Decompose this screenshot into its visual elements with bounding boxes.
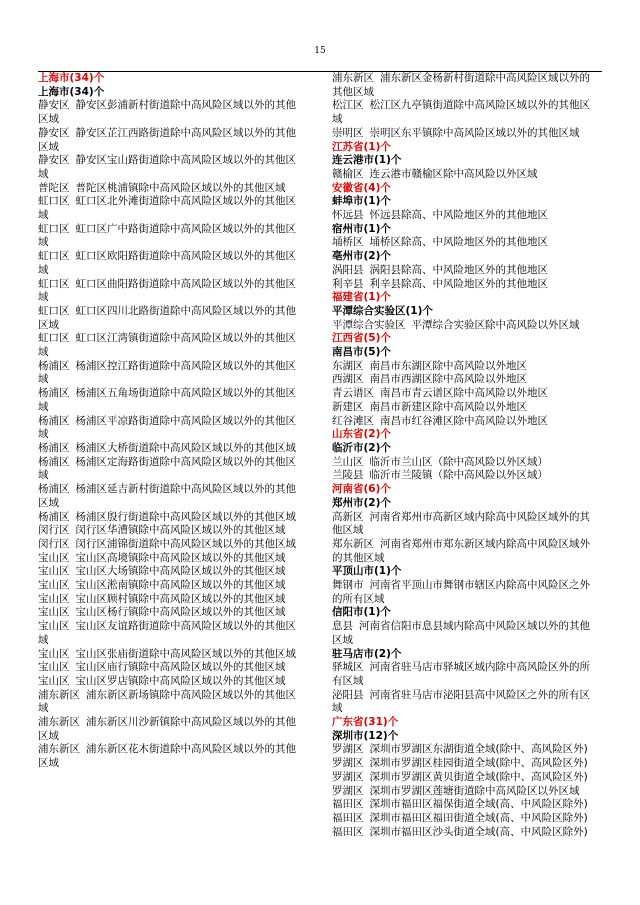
area-entry bbox=[332, 401, 600, 415]
district-name: 泌阳县 bbox=[332, 688, 364, 701]
area-description: 虹口区欧阳路街道除中高风险区域以外的其他区域 bbox=[38, 250, 296, 276]
district-name: 宝山区 bbox=[38, 674, 70, 687]
area-description: 宝山区庙行镇除中高风险区域以外的其他区域 bbox=[75, 661, 286, 674]
area-entry bbox=[38, 620, 306, 647]
district-name: 宝山区 bbox=[38, 592, 70, 605]
area-description: 深圳市福田区福保街道全域(高、中风险区除外) bbox=[369, 798, 588, 811]
area-entry bbox=[38, 182, 306, 196]
district-name: 杨浦区 bbox=[38, 483, 70, 496]
area-description: 深圳市福田区福田街道全域(高、中风险区除外) bbox=[369, 811, 588, 824]
area-description: 宝山区张庙街道除中高风险区域以外的其他区域 bbox=[75, 647, 296, 660]
district-name: 罗湖区 bbox=[332, 743, 364, 756]
area-entry bbox=[332, 278, 600, 292]
area-entry bbox=[332, 387, 600, 401]
city-heading: 南昌市(5)个 bbox=[332, 346, 391, 359]
area-entry bbox=[38, 579, 306, 593]
area-entry bbox=[38, 511, 306, 525]
district-name: 虹口区 bbox=[38, 332, 70, 345]
area-description: 河南省驻马店市驿城区域内除中高风险区外的所有区域 bbox=[332, 661, 590, 687]
area-description: 杨浦区控江路街道除中高风险区域以外的其他区域 bbox=[38, 359, 296, 386]
district-name: 闵行区 bbox=[38, 537, 70, 550]
district-name: 高新区 bbox=[332, 510, 364, 523]
area-description: 杨浦区定海路街道除中高风险区域以外的其他区域 bbox=[38, 455, 296, 482]
city-heading: 临沂市(2)个 bbox=[332, 441, 391, 454]
area-entry bbox=[38, 278, 306, 305]
area-entry bbox=[332, 579, 600, 606]
area-description: 杨浦区殷行街道除中高风险区域以外的其他区域 bbox=[75, 510, 296, 523]
area-entry bbox=[38, 552, 306, 566]
district-name: 宝山区 bbox=[38, 661, 70, 674]
district-name: 崇明区 bbox=[332, 126, 364, 139]
district-name: 静安区 bbox=[38, 126, 70, 139]
area-description: 浦东新区花木街道除中高风险区域以外的其他区域 bbox=[38, 743, 296, 770]
district-name: 西湖区 bbox=[332, 373, 364, 386]
area-description: 河南省信阳市息县域内除高中风险区域以外的其他区域 bbox=[332, 620, 590, 646]
area-description: 临沂市兰山区（除中高风险以外区域） bbox=[369, 455, 548, 468]
district-name: 兰陵县 bbox=[332, 469, 364, 482]
area-entry bbox=[38, 195, 306, 222]
area-description: 临沂市兰陵镇（除中高风险以外区域） bbox=[369, 469, 548, 482]
province-heading: 江苏省(1)个 bbox=[332, 140, 391, 153]
district-name: 青云谱区 bbox=[332, 387, 374, 400]
area-entry bbox=[332, 99, 600, 126]
area-description: 普陀区桃浦镇除中高风险区域以外的其他区域 bbox=[75, 181, 286, 194]
area-description: 浦东新区金杨新村街道除中高风险区域以外的其他区域 bbox=[332, 72, 590, 98]
district-name: 虹口区 bbox=[38, 195, 70, 208]
district-name: 宝山区 bbox=[38, 620, 70, 633]
district-name: 宝山区 bbox=[38, 565, 70, 578]
city-heading: 信阳市(1)个 bbox=[332, 606, 391, 619]
province-heading: 上海市(34)个 bbox=[38, 72, 105, 84]
area-entry bbox=[332, 319, 600, 333]
area-entry bbox=[38, 360, 306, 387]
area-entry bbox=[38, 250, 306, 277]
area-description: 利辛县除高、中风险地区外的其他地区 bbox=[369, 277, 548, 290]
area-description: 虹口区四川北路街道除中高风险区域以外的其他区域 bbox=[38, 304, 296, 331]
district-name: 杨浦区 bbox=[38, 510, 70, 523]
city-heading: 上海市(34)个 bbox=[38, 85, 105, 98]
area-description: 深圳市罗湖区东湖街道全域(除中、高风险区外) bbox=[369, 743, 588, 756]
district-name: 新建区 bbox=[332, 400, 364, 413]
city-heading: 平潭综合实验区(1)个 bbox=[332, 304, 433, 317]
district-name: 杨浦区 bbox=[38, 387, 70, 400]
area-entry bbox=[332, 360, 600, 374]
area-description: 闵行区华漕镇除中高风险区域以外的其他区域 bbox=[75, 524, 286, 537]
area-entry bbox=[332, 757, 600, 771]
area-entry bbox=[38, 442, 306, 456]
area-entry bbox=[38, 565, 306, 579]
area-description: 南昌市西湖区除中高风险以外地区 bbox=[369, 373, 527, 386]
district-name: 普陀区 bbox=[38, 181, 70, 194]
province-heading: 江西省(5)个 bbox=[332, 332, 391, 345]
city-heading: 宿州市(1)个 bbox=[332, 222, 391, 235]
area-description: 杨浦区五角场街道除中高风险区域以外的其他区域 bbox=[38, 387, 296, 413]
area-entry bbox=[332, 689, 600, 716]
district-name: 杨浦区 bbox=[38, 441, 70, 454]
area-description: 深圳市罗湖区莲塘街道除中高风险区以外区域 bbox=[369, 784, 580, 797]
area-description: 浦东新区川沙新镇除中高风险区域以外的其他区域 bbox=[38, 716, 296, 742]
area-description: 杨浦区平凉路街道除中高风险区域以外的其他区域 bbox=[38, 414, 296, 441]
area-description: 河南省郑州市郑东新区域内除高中风险区域外的其他区域 bbox=[332, 537, 590, 564]
area-entry bbox=[332, 511, 600, 538]
district-name: 宝山区 bbox=[38, 551, 70, 564]
district-name: 息县 bbox=[332, 620, 353, 633]
area-description: 连云港市赣榆区除中高风险以外区域 bbox=[369, 167, 538, 180]
city-heading: 蚌埠市(1)个 bbox=[332, 195, 391, 208]
district-name: 浦东新区 bbox=[38, 688, 80, 701]
district-name: 福田区 bbox=[332, 811, 364, 824]
area-entry bbox=[38, 415, 306, 442]
area-entry bbox=[38, 661, 306, 675]
area-entry bbox=[38, 305, 306, 332]
right-column bbox=[332, 72, 600, 839]
province-heading: 河南省(6)个 bbox=[332, 483, 391, 496]
area-entry bbox=[332, 127, 600, 141]
area-entry bbox=[332, 812, 600, 826]
district-name: 舞钢市 bbox=[332, 579, 364, 592]
area-description: 静安区彭浦新村街道除中高风险区域以外的其他区域 bbox=[38, 99, 296, 126]
area-entry bbox=[38, 154, 306, 181]
area-description: 虹口区曲阳路街道除中高风险区域以外的其他区域 bbox=[38, 277, 296, 304]
area-entry bbox=[332, 469, 600, 483]
district-name: 静安区 bbox=[38, 99, 70, 112]
area-entry bbox=[38, 716, 306, 743]
district-name: 杨浦区 bbox=[38, 414, 70, 427]
area-entry bbox=[332, 798, 600, 812]
district-name: 虹口区 bbox=[38, 222, 70, 235]
area-description: 宝山区罗店镇除中高风险区域以外的其他区域 bbox=[75, 674, 286, 687]
district-name: 东湖区 bbox=[332, 359, 364, 372]
area-description: 静安区宝山路街道除中高风险区域以外的其他区域 bbox=[38, 154, 296, 180]
district-name: 赣榆区 bbox=[332, 167, 364, 180]
district-name: 虹口区 bbox=[38, 304, 70, 317]
area-entry bbox=[332, 264, 600, 278]
province-heading: 福建省(1)个 bbox=[332, 291, 391, 304]
city-heading: 深圳市(12)个 bbox=[332, 729, 399, 742]
area-entry bbox=[38, 538, 306, 552]
area-description: 崇明区东平镇除中高风险区域以外的其他区域 bbox=[369, 126, 580, 139]
area-description: 平潭综合实验区除中高风险以外区域 bbox=[411, 318, 580, 331]
area-entry bbox=[38, 99, 306, 126]
area-entry bbox=[332, 771, 600, 785]
area-description: 深圳市罗湖区黄贝街道全域(除中、高风险区外) bbox=[369, 770, 588, 783]
area-description: 松江区九亭镇街道除中高风险区域以外的其他区域 bbox=[332, 99, 590, 126]
area-entry bbox=[332, 743, 600, 757]
area-entry bbox=[332, 456, 600, 470]
area-description: 埇桥区除高、中风险地区外的其他地区 bbox=[369, 236, 548, 249]
area-description: 杨浦区大桥街道除中高风险区域以外的其他区域 bbox=[75, 441, 296, 454]
area-entry bbox=[38, 593, 306, 607]
area-description: 宝山区淞南镇除中高风险区域以外的其他区域 bbox=[75, 579, 286, 592]
area-entry bbox=[38, 675, 306, 689]
area-entry bbox=[332, 826, 600, 840]
province-heading: 安徽省(4)个 bbox=[332, 181, 391, 194]
province-heading: 山东省(2)个 bbox=[332, 428, 391, 441]
district-name: 怀远县 bbox=[332, 209, 364, 222]
city-heading: 连云港市(1)个 bbox=[332, 154, 402, 167]
area-entry bbox=[332, 72, 600, 99]
area-entry bbox=[38, 127, 306, 154]
district-name: 郑东新区 bbox=[332, 537, 374, 550]
area-description: 宝山区顾村镇除中高风险区域以外的其他区域 bbox=[75, 592, 286, 605]
district-name: 闵行区 bbox=[38, 524, 70, 537]
district-name: 埇桥区 bbox=[332, 236, 364, 249]
district-name: 宝山区 bbox=[38, 606, 70, 619]
area-description: 南昌市青云谱区除中高风险以外地区 bbox=[380, 387, 548, 400]
area-description: 河南省驻马店市泌阳县高中风险区之外的所有区域 bbox=[332, 688, 590, 715]
district-name: 浦东新区 bbox=[38, 743, 80, 756]
district-name: 虹口区 bbox=[38, 250, 70, 263]
area-entry bbox=[38, 332, 306, 359]
district-name: 浦东新区 bbox=[332, 72, 374, 84]
area-entry bbox=[332, 209, 600, 223]
district-name: 杨浦区 bbox=[38, 359, 70, 372]
area-entry bbox=[332, 785, 600, 799]
city-heading: 郑州市(2)个 bbox=[332, 496, 391, 509]
area-description: 闵行区浦锦街道除中高风险区域以外的其他区域 bbox=[75, 537, 296, 550]
district-name: 兰山区 bbox=[332, 455, 364, 468]
district-name: 平潭综合实验区 bbox=[332, 318, 406, 331]
area-description: 怀远县除高、中风险地区外的其他地区 bbox=[369, 209, 548, 222]
area-entry bbox=[332, 620, 600, 647]
province-heading: 广东省(31)个 bbox=[332, 716, 399, 729]
district-name: 罗湖区 bbox=[332, 770, 364, 783]
area-description: 河南省平顶山市舞钢市辖区内除高中风险区之外的所有区域 bbox=[332, 579, 590, 605]
area-entry bbox=[332, 373, 600, 387]
area-description: 虹口区江湾镇街道除中高风险区域以外的其他区域 bbox=[38, 332, 296, 359]
district-name: 驿城区 bbox=[332, 661, 364, 674]
city-heading: 驻马店市(2)个 bbox=[332, 647, 402, 660]
district-name: 宝山区 bbox=[38, 647, 70, 660]
area-entry bbox=[332, 415, 600, 429]
area-description: 虹口区北外滩街道除中高风险区域以外的其他区域 bbox=[38, 195, 296, 222]
area-description: 南昌市东湖区除中高风险以外地区 bbox=[369, 359, 527, 372]
area-description: 深圳市罗湖区桂园街道全域(除中、高风险区外) bbox=[369, 757, 588, 770]
district-name: 松江区 bbox=[332, 99, 364, 112]
area-entry bbox=[332, 538, 600, 565]
area-description: 宝山区杨行镇除中高风险区域以外的其他区域 bbox=[75, 606, 286, 619]
area-description: 宝山区友谊路街道除中高风险区域以外的其他区域 bbox=[38, 620, 296, 646]
area-description: 宝山区大场镇除中高风险区域以外的其他区域 bbox=[75, 565, 286, 578]
area-entry bbox=[38, 606, 306, 620]
area-description: 静安区芷江西路街道除中高风险区域以外的其他区域 bbox=[38, 126, 296, 153]
area-entry bbox=[38, 483, 306, 510]
district-name: 福田区 bbox=[332, 798, 364, 811]
area-description: 虹口区广中路街道除中高风险区域以外的其他区域 bbox=[38, 222, 296, 249]
area-entry bbox=[38, 743, 306, 770]
city-heading: 亳州市(2)个 bbox=[332, 250, 391, 263]
district-name: 红谷滩区 bbox=[332, 414, 374, 427]
area-entry bbox=[332, 661, 600, 688]
district-name: 罗湖区 bbox=[332, 757, 364, 770]
area-description: 浦东新区新场镇除中高风险区域以外的其他区域 bbox=[38, 688, 296, 715]
city-heading: 平顶山市(1)个 bbox=[332, 565, 402, 578]
district-name: 利辛县 bbox=[332, 277, 364, 290]
district-name: 静安区 bbox=[38, 154, 70, 167]
area-entry bbox=[38, 387, 306, 414]
district-name: 浦东新区 bbox=[38, 716, 80, 729]
area-description: 深圳市福田区沙头街道全域(高、中风险区除外) bbox=[369, 825, 588, 838]
district-name: 罗湖区 bbox=[332, 784, 364, 797]
area-description: 宝山区高境镇除中高风险区域以外的其他区域 bbox=[75, 551, 286, 564]
area-entry bbox=[332, 168, 600, 182]
page-number: 15 bbox=[314, 46, 326, 56]
area-description: 涡阳县除高、中风险地区外的其他地区 bbox=[369, 263, 548, 276]
area-description: 河南省郑州市高新区域内除高中风险区域外的其他区域 bbox=[332, 510, 590, 537]
area-entry bbox=[38, 648, 306, 662]
area-description: 南昌市红谷滩区除中高风险以外地区 bbox=[380, 414, 548, 427]
area-entry bbox=[38, 524, 306, 538]
area-entry bbox=[332, 236, 600, 250]
district-name: 杨浦区 bbox=[38, 455, 70, 468]
left-column bbox=[38, 72, 306, 771]
district-name: 宝山区 bbox=[38, 579, 70, 592]
area-description: 南昌市新建区除中高风险以外地区 bbox=[369, 400, 527, 413]
area-entry bbox=[38, 456, 306, 483]
area-description: 杨浦区延吉新村街道除中高风险区域以外的其他区域 bbox=[38, 483, 296, 509]
area-entry bbox=[38, 223, 306, 250]
district-name: 涡阳县 bbox=[332, 263, 364, 276]
area-entry bbox=[38, 689, 306, 716]
district-name: 福田区 bbox=[332, 825, 364, 838]
district-name: 虹口区 bbox=[38, 277, 70, 290]
